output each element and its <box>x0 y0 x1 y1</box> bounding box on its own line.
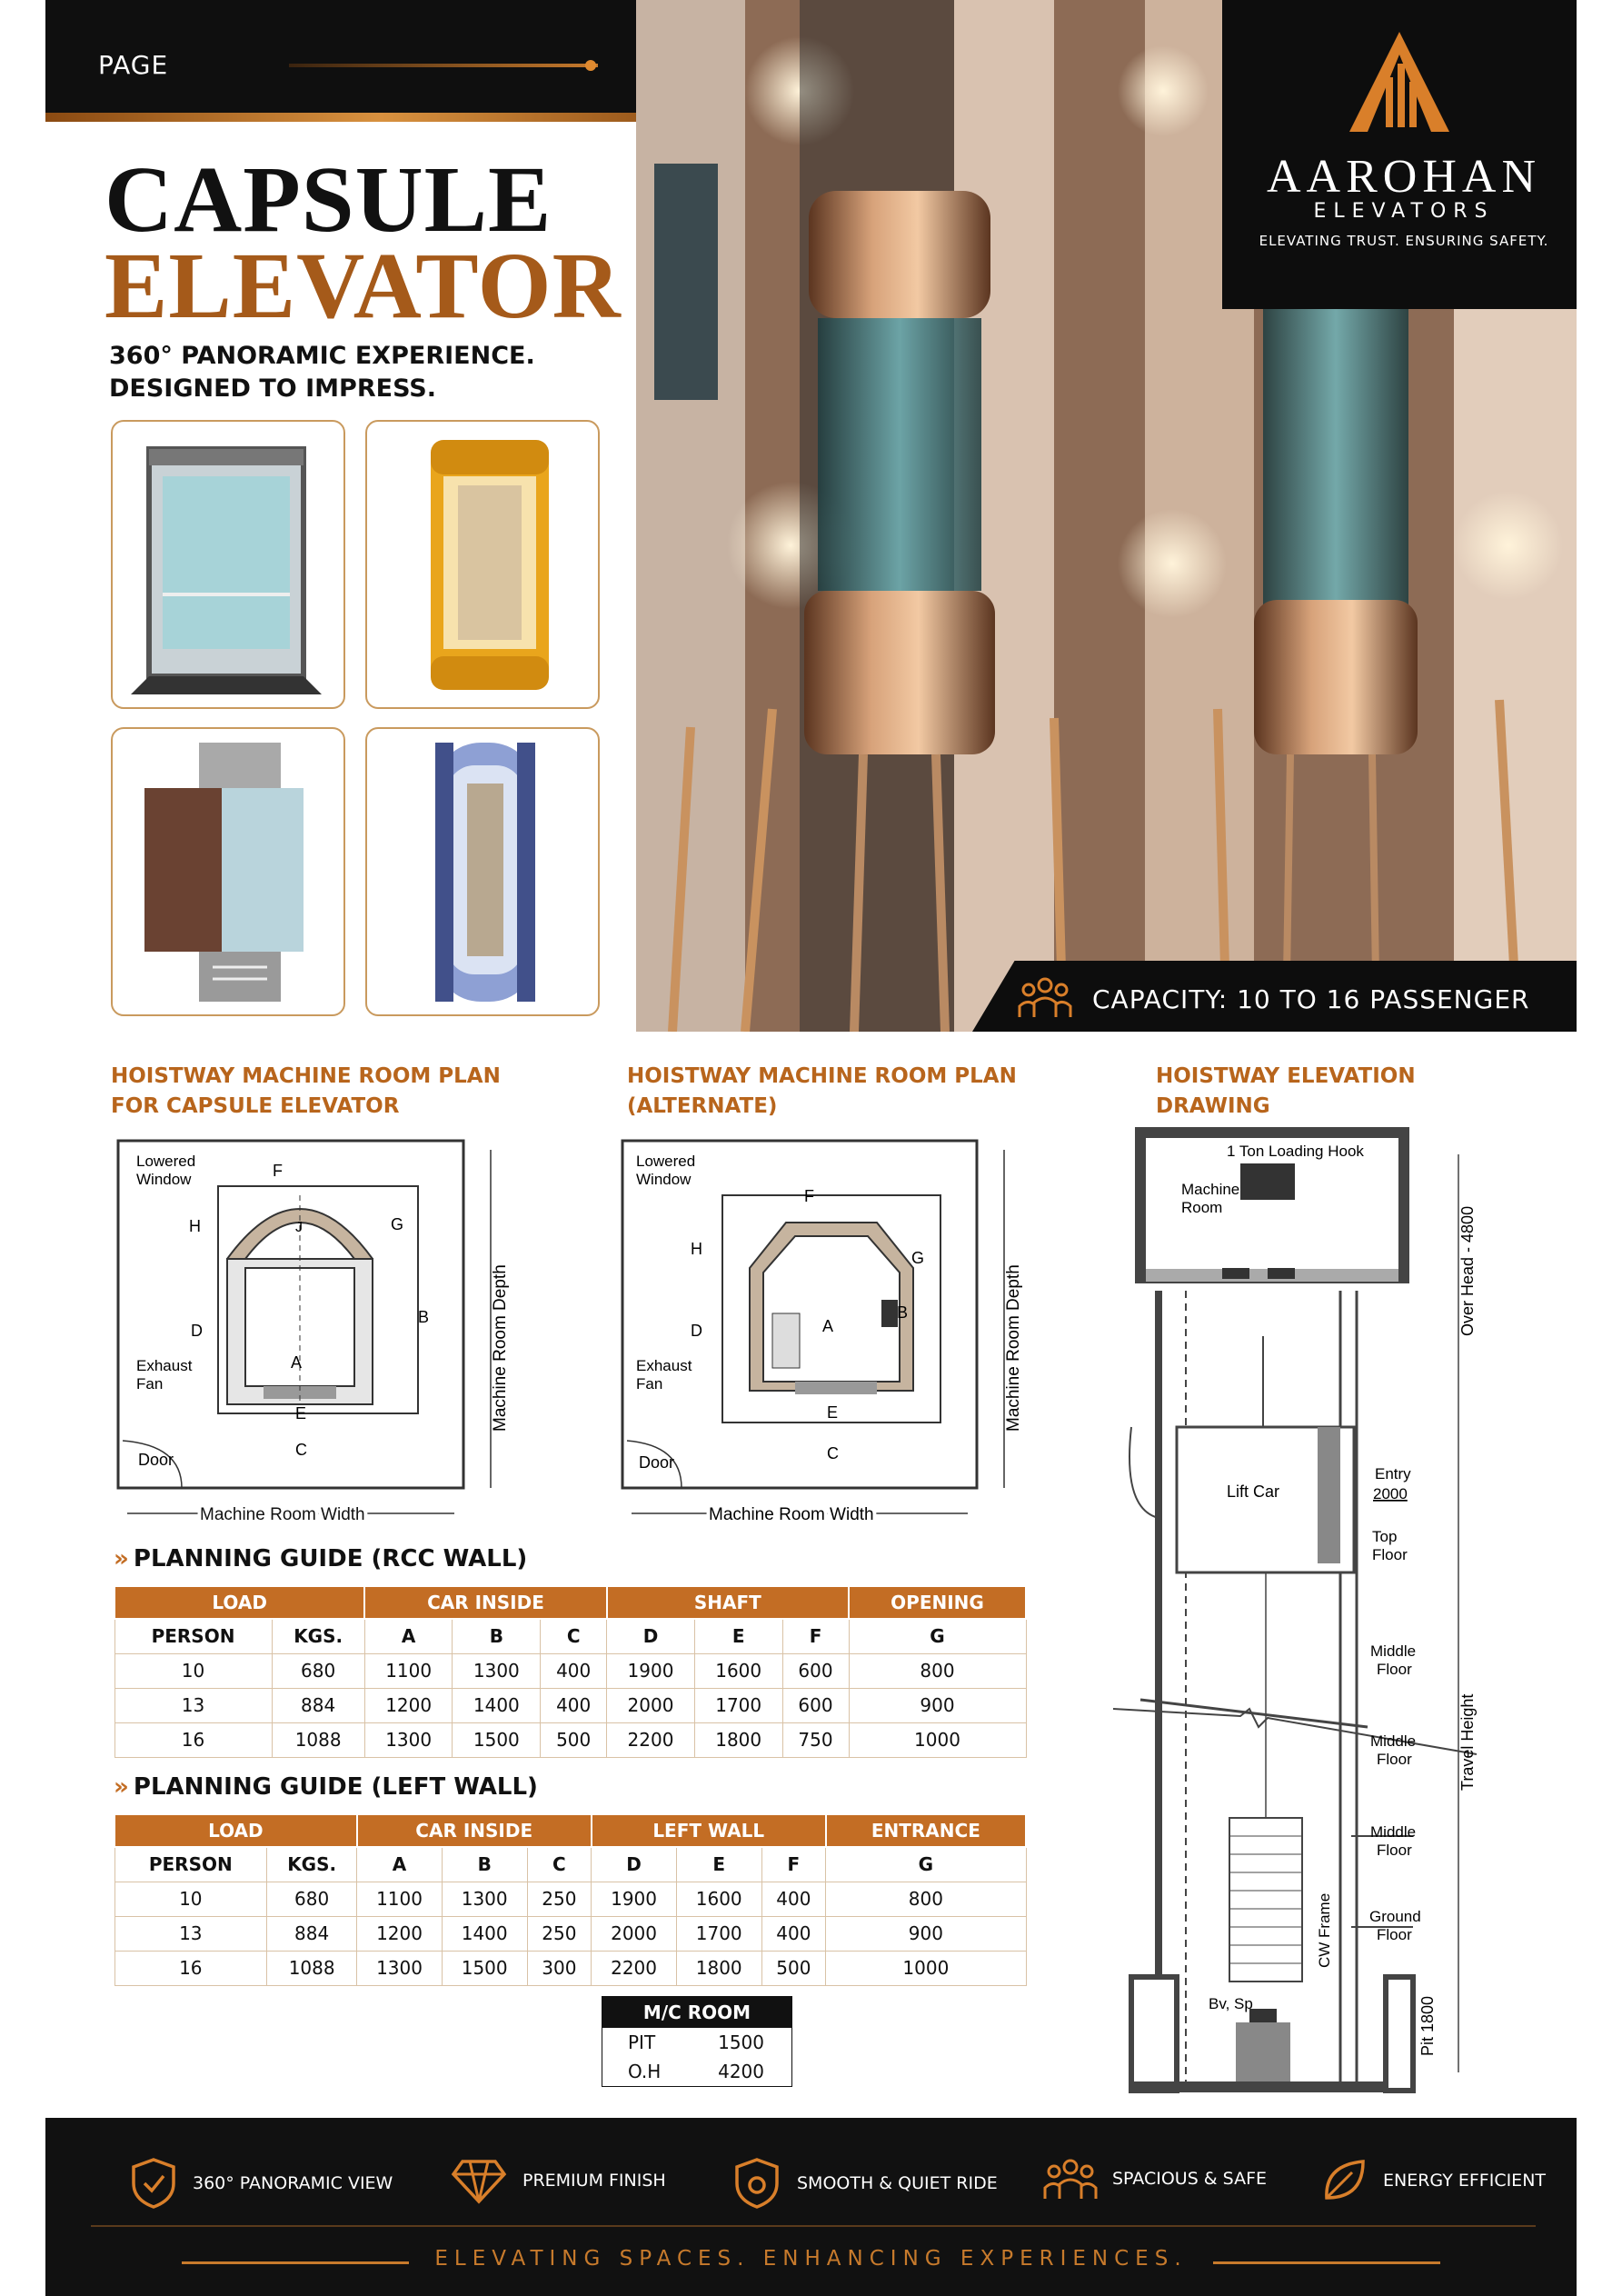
plan2-heading-line1: HOISTWAY MACHINE ROOM PLAN <box>627 1064 1017 1088</box>
plan2-width-label: Machine Room Width <box>709 1505 874 1524</box>
mc-room-box <box>602 1996 792 2087</box>
table-col-header: B <box>453 1619 541 1653</box>
table-cell: 884 <box>272 1688 364 1722</box>
table-left-group: ENTRANCE <box>826 1814 1026 1847</box>
table-rcc-group: SHAFT <box>607 1586 849 1619</box>
table-cell: 800 <box>849 1653 1026 1688</box>
table-col-header: G <box>849 1619 1026 1653</box>
plan1-heading <box>111 1062 501 1122</box>
table-cell: 500 <box>541 1722 607 1757</box>
svg-text:A: A <box>291 1353 303 1372</box>
svg-text:A: A <box>822 1317 834 1335</box>
product-thumbnail-gold[interactable] <box>365 420 600 709</box>
table-cell: 1800 <box>676 1951 761 1985</box>
table-col-header: C <box>541 1619 607 1653</box>
hook-label: 1 Ton Loading Hook <box>1227 1143 1364 1160</box>
product-thumbnail-steel[interactable] <box>111 420 345 709</box>
table-row <box>114 1916 1026 1951</box>
table-cell: 1900 <box>592 1882 677 1916</box>
table-cell: 500 <box>761 1951 826 1985</box>
table-cell: 600 <box>782 1653 849 1688</box>
shield-check-icon <box>129 2156 178 2211</box>
plan2-window-label: Lowered <box>636 1153 696 1170</box>
table-left-title <box>114 1773 538 1801</box>
table-cell: 2200 <box>607 1722 695 1757</box>
brand-tagline: ELEVATING TRUST. ENSURING SAFETY. <box>1259 233 1549 249</box>
table-row <box>114 1653 1026 1688</box>
middle-floor-1-sub: Floor <box>1377 1661 1412 1678</box>
plan1-window-label: Lowered <box>136 1153 196 1170</box>
svg-text:F: F <box>804 1187 814 1205</box>
page-title-line2: ELEVATOR <box>104 234 622 338</box>
table-cell: 900 <box>849 1688 1026 1722</box>
top-bar-accent <box>45 113 718 122</box>
tagline-line2: DESIGNED TO IMPRESS. <box>109 374 437 403</box>
table-col-header: KGS. <box>267 1847 357 1882</box>
table-cell: 1200 <box>357 1916 443 1951</box>
table-left-group: CAR INSIDE <box>357 1814 592 1847</box>
chevron-right-icon: » <box>114 1545 129 1572</box>
ground-floor-sub: Floor <box>1377 1926 1412 1943</box>
svg-text:B: B <box>897 1303 909 1322</box>
mc-room-value: 1500 <box>718 2031 764 2053</box>
table-cell: 1800 <box>694 1722 782 1757</box>
feature-smooth <box>731 2156 998 2211</box>
plan2-door-label: Door <box>639 1453 675 1472</box>
mc-room-key: PIT <box>628 2031 656 2053</box>
cw-frame-label: CW Frame <box>1316 1892 1333 1968</box>
table-cell: 1400 <box>453 1688 541 1722</box>
brand-sub: ELEVATORS <box>1313 200 1495 223</box>
feature-label: ENERGY EFFICIENT <box>1383 2171 1547 2191</box>
plan1-dim-f: F <box>273 1162 283 1180</box>
feature-premium <box>450 2156 666 2205</box>
plan2-heading-line2: (ALTERNATE) <box>627 1094 778 1118</box>
plan1-width-label: Machine Room Width <box>200 1505 365 1524</box>
capacity-text: CAPACITY: 10 TO 16 PASSENGER <box>1092 984 1530 1014</box>
table-cell: 400 <box>761 1882 826 1916</box>
table-cell: 2000 <box>607 1688 695 1722</box>
table-left-wall <box>114 1813 1027 1986</box>
plan1-exhaust-label: Exhaust <box>136 1357 193 1374</box>
page-label: PAGE <box>98 50 169 80</box>
lift-car-label: Lift Car <box>1227 1482 1280 1501</box>
leaf-icon <box>1319 2156 1368 2205</box>
overhead-label: Over Head - 4800 <box>1458 1205 1477 1336</box>
svg-text:E: E <box>295 1404 307 1423</box>
plan1-heading-line1: HOISTWAY MACHINE ROOM PLAN <box>111 1064 501 1088</box>
top-floor-label2: Floor <box>1372 1546 1408 1563</box>
table-cell: 10 <box>114 1882 267 1916</box>
mc-room-row <box>602 2028 791 2057</box>
table-cell: 1600 <box>694 1653 782 1688</box>
table-cell: 1000 <box>849 1722 1026 1757</box>
travel-height-label: Travel Height <box>1458 1693 1477 1791</box>
table-cell: 1000 <box>826 1951 1026 1985</box>
table-cell: 16 <box>114 1951 267 1985</box>
svg-text:E: E <box>827 1403 839 1422</box>
table-col-header: G <box>826 1847 1026 1882</box>
table-row <box>114 1722 1026 1757</box>
feature-energy <box>1319 2156 1546 2205</box>
middle-floor-2-label: Middle <box>1370 1732 1417 1750</box>
table-cell: 2000 <box>592 1916 677 1951</box>
plan1-door-label: Door <box>138 1451 174 1469</box>
svg-text:C: C <box>295 1441 307 1459</box>
machine-room-label: Machine <box>1181 1181 1240 1198</box>
table-rcc <box>114 1585 1027 1758</box>
elevation-heading-line1: HOISTWAY ELEVATION <box>1156 1064 1416 1088</box>
table-cell: 600 <box>782 1688 849 1722</box>
table-cell: 1300 <box>357 1951 443 1985</box>
table-left-title-text: PLANNING GUIDE (LEFT WALL) <box>133 1773 538 1801</box>
middle-floor-1-label: Middle <box>1370 1642 1417 1660</box>
table-col-header: PERSON <box>114 1619 272 1653</box>
table-cell: 400 <box>541 1688 607 1722</box>
table-cell: 250 <box>527 1882 592 1916</box>
table-row <box>114 1882 1026 1916</box>
table-col-header: D <box>592 1847 677 1882</box>
entry-value: 2000 <box>1373 1485 1408 1502</box>
machine-room-label2: Room <box>1181 1199 1223 1216</box>
feature-panoramic <box>129 2156 393 2211</box>
page-divider-dot <box>585 60 596 71</box>
table-cell: 1088 <box>267 1951 357 1985</box>
brand-logo-icon <box>1345 27 1454 136</box>
plan2-exhaust-label2: Fan <box>636 1375 663 1393</box>
entry-label: Entry <box>1375 1465 1411 1482</box>
table-rcc-title <box>114 1545 527 1572</box>
plan2-drawing <box>613 1132 1031 1532</box>
plan2-window-label2: Window <box>636 1171 692 1188</box>
feature-label: PREMIUM FINISH <box>522 2171 666 2191</box>
footer-slogan: ELEVATING SPACES. ENHANCING EXPERIENCES. <box>434 2247 1188 2271</box>
table-col-header: F <box>761 1847 826 1882</box>
table-cell: 800 <box>826 1882 1026 1916</box>
table-cell: 900 <box>826 1916 1026 1951</box>
ground-floor-label: Ground <box>1369 1908 1421 1925</box>
bv-sp-label: Bv, Sp <box>1209 1995 1253 2012</box>
table-cell: 1300 <box>453 1653 541 1688</box>
svg-text:G: G <box>911 1249 925 1267</box>
elevation-heading <box>1156 1062 1416 1122</box>
svg-text:G: G <box>391 1215 404 1233</box>
table-cell: 400 <box>761 1916 826 1951</box>
tagline-line1: 360° PANORAMIC EXPERIENCE. <box>109 342 535 370</box>
table-col-header: E <box>694 1619 782 1653</box>
table-cell: 1100 <box>357 1882 443 1916</box>
middle-floor-3-sub: Floor <box>1377 1842 1412 1859</box>
people-icon <box>1018 975 1072 1019</box>
mc-room-row <box>602 2057 791 2086</box>
table-cell: 2200 <box>592 1951 677 1985</box>
plan1-depth-label: Machine Room Depth <box>491 1264 510 1432</box>
feature-label: SPACIOUS & SAFE <box>1112 2169 1267 2189</box>
table-header-row <box>114 1619 1026 1653</box>
table-cell: 1900 <box>607 1653 695 1688</box>
table-cell: 13 <box>114 1688 272 1722</box>
brand-name: AAROHAN <box>1267 151 1541 203</box>
middle-floor-2-sub: Floor <box>1377 1751 1412 1768</box>
table-cell: 680 <box>272 1653 364 1688</box>
table-col-header: D <box>607 1619 695 1653</box>
feature-label: SMOOTH & QUIET RIDE <box>797 2173 998 2193</box>
table-rcc-group: OPENING <box>849 1586 1026 1619</box>
table-cell: 300 <box>527 1951 592 1985</box>
table-cell: 1400 <box>442 1916 527 1951</box>
table-row <box>114 1951 1026 1985</box>
table-cell: 1200 <box>364 1688 453 1722</box>
pit-label: Pit 1800 <box>1418 1995 1437 2056</box>
table-cell: 1088 <box>272 1722 364 1757</box>
table-cell: 10 <box>114 1653 272 1688</box>
plan2-heading <box>627 1062 1017 1122</box>
table-cell: 1500 <box>453 1722 541 1757</box>
top-floor-label: Top <box>1372 1528 1398 1545</box>
svg-text:C: C <box>827 1444 839 1462</box>
table-cell: 1100 <box>364 1653 453 1688</box>
plan2-depth-label: Machine Room Depth <box>1004 1264 1023 1432</box>
table-rcc-group: CAR INSIDE <box>364 1586 606 1619</box>
table-rcc-title-text: PLANNING GUIDE (RCC WALL) <box>133 1545 528 1572</box>
table-rcc-group: LOAD <box>114 1586 364 1619</box>
table-cell: 16 <box>114 1722 272 1757</box>
table-left-group: LEFT WALL <box>592 1814 826 1847</box>
plan2-exhaust-label: Exhaust <box>636 1357 692 1374</box>
table-cell: 680 <box>267 1882 357 1916</box>
feature-spacious <box>1043 2156 1267 2201</box>
table-cell: 400 <box>541 1653 607 1688</box>
mc-room-key: O.H <box>628 2061 662 2082</box>
table-header-row <box>114 1847 1026 1882</box>
middle-floor-3-label: Middle <box>1370 1823 1417 1841</box>
svg-text:H: H <box>691 1240 702 1258</box>
table-col-header: A <box>357 1847 443 1882</box>
table-cell: 750 <box>782 1722 849 1757</box>
table-row <box>114 1688 1026 1722</box>
table-col-header: KGS. <box>272 1619 364 1653</box>
svg-text:J: J <box>295 1220 303 1235</box>
diamond-icon <box>450 2156 508 2205</box>
table-left-group: LOAD <box>114 1814 357 1847</box>
svg-text:D: D <box>191 1322 203 1340</box>
plan1-drawing <box>109 1132 527 1532</box>
page-divider <box>289 64 598 67</box>
table-cell: 1700 <box>694 1688 782 1722</box>
product-thumbnail-wood[interactable] <box>111 727 345 1016</box>
svg-text:D: D <box>691 1322 702 1340</box>
table-cell: 250 <box>527 1916 592 1951</box>
table-col-header: A <box>364 1619 453 1653</box>
svg-text:B: B <box>418 1308 430 1326</box>
people-icon <box>1043 2156 1098 2201</box>
table-cell: 884 <box>267 1916 357 1951</box>
svg-text:H: H <box>189 1217 201 1235</box>
plan1-window-label2: Window <box>136 1171 192 1188</box>
feature-label: 360° PANORAMIC VIEW <box>193 2173 393 2193</box>
elevation-drawing <box>1113 1127 1495 2109</box>
table-col-header: C <box>527 1847 592 1882</box>
shield-gear-icon <box>731 2156 782 2211</box>
product-thumbnail-panoramic[interactable] <box>365 727 600 1016</box>
plan1-exhaust-label2: Fan <box>136 1375 164 1393</box>
elevation-heading-line2: DRAWING <box>1156 1094 1270 1118</box>
table-col-header: PERSON <box>114 1847 267 1882</box>
table-cell: 1600 <box>676 1882 761 1916</box>
footer-divider <box>91 2225 1536 2227</box>
plan1-heading-line2: FOR CAPSULE ELEVATOR <box>111 1094 400 1118</box>
mc-room-value: 4200 <box>718 2061 764 2082</box>
table-cell: 13 <box>114 1916 267 1951</box>
table-cell: 1500 <box>442 1951 527 1985</box>
table-cell: 1300 <box>442 1882 527 1916</box>
table-col-header: F <box>782 1619 849 1653</box>
table-cell: 1300 <box>364 1722 453 1757</box>
table-cell: 1700 <box>676 1916 761 1951</box>
table-col-header: E <box>676 1847 761 1882</box>
page-title-line1: CAPSULE <box>104 147 552 252</box>
mc-room-title: M/C ROOM <box>602 1997 791 2028</box>
chevron-right-icon: » <box>114 1773 129 1801</box>
table-col-header: B <box>442 1847 527 1882</box>
